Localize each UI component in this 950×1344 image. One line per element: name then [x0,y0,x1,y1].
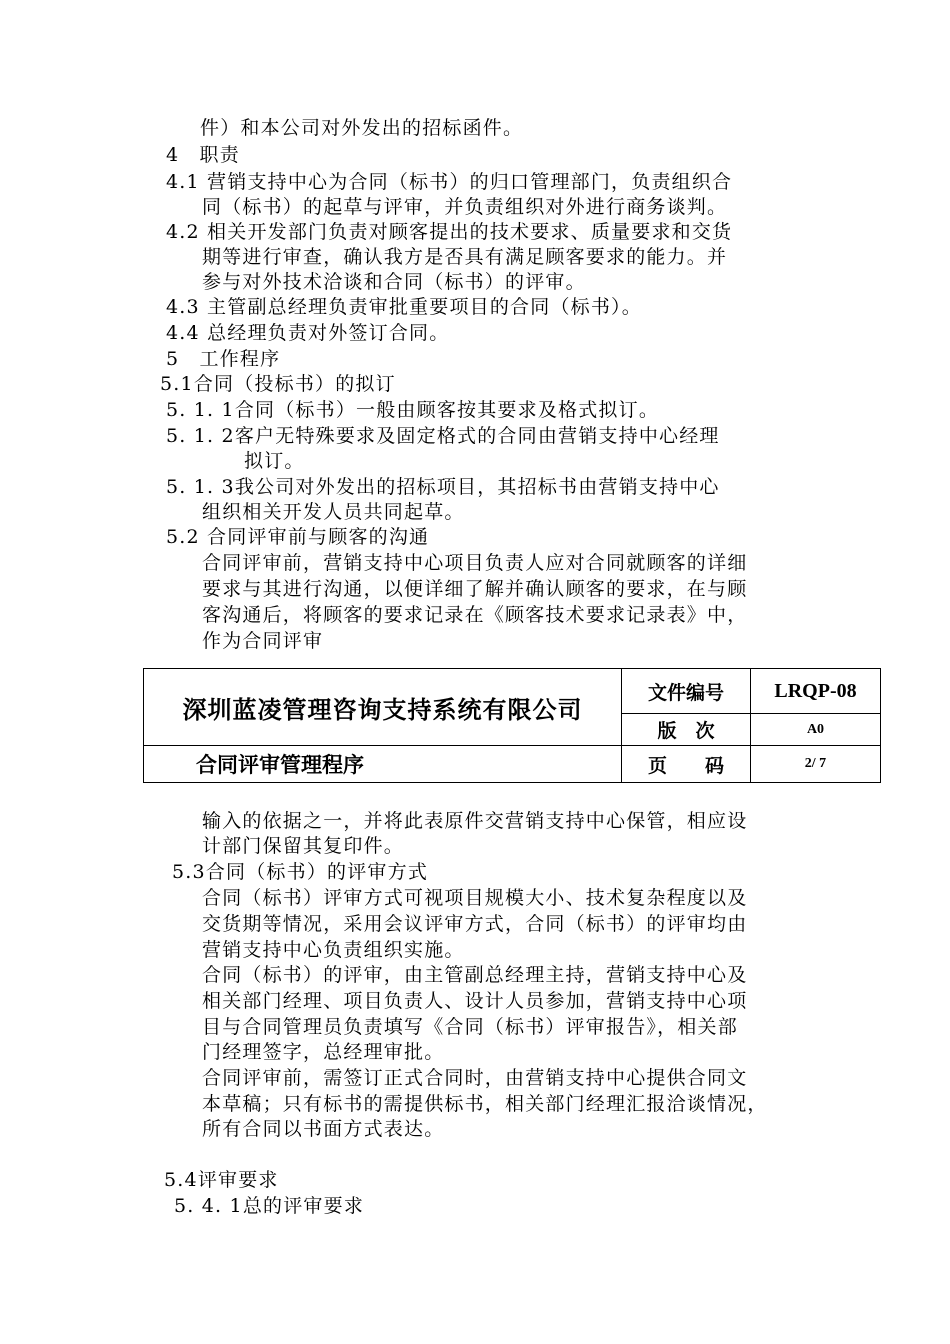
text-line: 合同评审前，营销支持中心项目负责人应对合同就顾客的详细 [202,552,748,574]
text-line: 5.1合同（投标书）的拟订 [160,373,396,395]
text-line: 相关部门经理、项目负责人、设计人员参加，营销支持中心项 [202,990,748,1012]
text-line: 交货期等情况，采用会议评审方式，合同（标书）的评审均由 [202,913,748,935]
company-name: 深圳蓝凌管理咨询支持系统有限公司 [144,669,622,746]
text-line: 合同（标书）的评审，由主管副总经理主持，营销支持中心及 [202,964,748,986]
text-line: 作为合同评审 [202,630,324,652]
page-label: 页 码 [622,746,751,783]
text-line: 4.4 总经理负责对外签订合同。 [166,322,450,344]
text-line: 5. 1. 2客户无特殊要求及固定格式的合同由营销支持中心经理 [166,425,720,447]
text-line: 计部门保留其复印件。 [202,835,405,857]
section-heading: 5.3合同（标书）的评审方式 [172,861,429,883]
version-value: A0 [751,714,881,746]
text-line: 5.2 合同评审前与顾客的沟通 [166,526,430,548]
text-line: 同（标书）的起草与评审，并负责组织对外进行商务谈判。 [202,196,728,218]
text-line: 本草稿；只有标书的需提供标书，相关部门经理汇报洽谈情况， [202,1093,768,1115]
text-line: 输入的依据之一，并将此表原件交营销支持中心保管，相应设 [202,810,748,832]
text-line: 营销支持中心负责组织实施。 [202,939,465,961]
text-line: 合同评审前，需签订正式合同时，由营销支持中心提供合同文 [202,1067,748,1089]
section-heading: 5.4评审要求 [164,1169,279,1191]
document-title: 合同评审管理程序 [144,746,622,783]
text-line: 组织相关开发人员共同起草。 [202,501,465,523]
text-line: 4.2 相关开发部门负责对顾客提出的技术要求、质量要求和交货 [166,221,733,243]
text-line: 5. 4. 1总的评审要求 [174,1195,365,1217]
text-line: 期等进行审查，确认我方是否具有满足顾客要求的能力。并 [202,246,728,268]
page-number: 2/ 7 [751,746,881,783]
text-line: 所有合同以书面方式表达。 [202,1118,445,1140]
text-line: 客沟通后，将顾客的要求记录在《顾客技术要求记录表》中， [202,604,748,626]
text-line: 要求与其进行沟通，以便详细了解并确认顾客的要求，在与顾 [202,578,748,600]
version-label: 版 次 [622,714,751,746]
text-line: 4.3 主管副总经理负责审批重要项目的合同（标书）。 [166,296,642,318]
text-line: 拟订。 [244,450,305,472]
text-line: 4.1 营销支持中心为合同（标书）的归口管理部门，负责组织合 [166,171,733,193]
document-header-table [143,668,881,783]
text-line: 5. 1. 3我公司对外发出的招标项目，其招标书由营销支持中心 [166,476,720,498]
text-line: 参与对外技术洽谈和合同（标书）的评审。 [202,271,586,293]
section-heading: 5 工作程序 [166,348,281,370]
doc-number-value: LRQP-08 [751,669,881,714]
section-heading: 4 职责 [166,144,240,166]
text-line: 5. 1. 1合同（标书）一般由顾客按其要求及格式拟订。 [166,399,660,421]
text-line: 件）和本公司对外发出的招标函件。 [200,117,524,139]
text-line: 门经理签字，总经理审批。 [202,1041,445,1063]
doc-number-label: 文件编号 [622,669,751,714]
text-line: 合同（标书）评审方式可视项目规模大小、技术复杂程度以及 [202,887,748,909]
text-line: 目与合同管理员负责填写《合同（标书）评审报告》，相关部 [202,1016,738,1038]
